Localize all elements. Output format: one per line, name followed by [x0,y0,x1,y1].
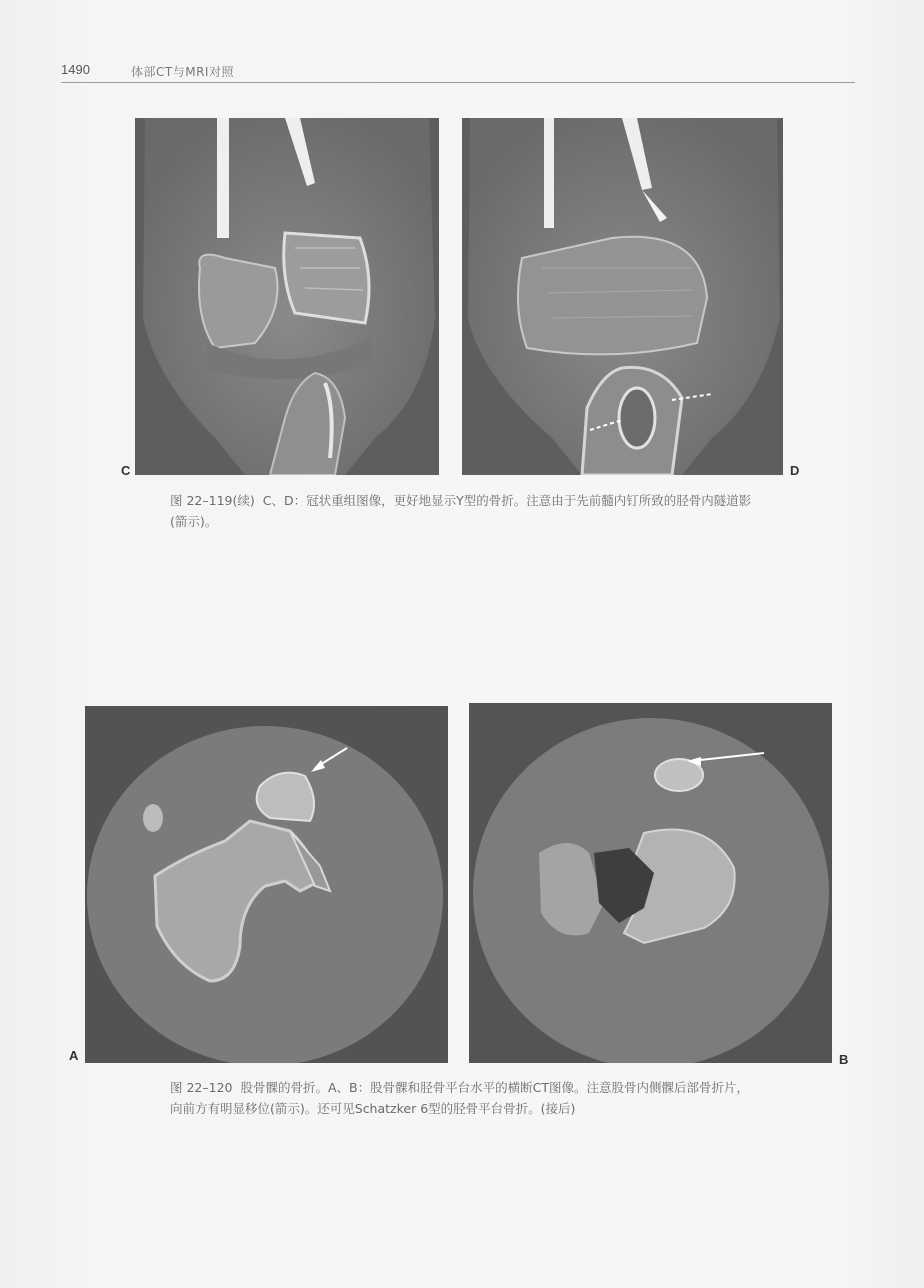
figure-119-caption-text: C、D：冠状重组图像，更好地显示Y型的骨折。注意由于先前髓内钉所致的胫骨内隧道影(箭示)。 [170,493,752,529]
coronal-ct-image-c [135,118,439,475]
panel-label-a: A [69,1048,79,1063]
figure-119-caption [170,490,755,532]
figure-120-number: 图 22–120 [170,1080,233,1095]
ct-image-panel-c [135,118,439,475]
axial-ct-image-a [85,706,448,1063]
header-divider [61,82,855,83]
panel-label-d: D [790,463,800,478]
ct-image-panel-a [85,706,448,1063]
panel-label-b: B [839,1052,849,1067]
panel-label-c: C [121,463,131,478]
ct-image-panel-d [462,118,783,475]
coronal-ct-image-d [462,118,783,475]
figure-120-caption [170,1077,760,1119]
figure-120-caption-text: 股骨髁的骨折。A、B：股骨髁和胫骨平台水平的横断CT图像。注意股骨内侧髁后部骨折片，向前方有明显移位(箭示)。还可见Schatzker 6型的胫骨平台骨折。(接后) [170,1080,749,1116]
page-number: 1490 [61,62,90,77]
figure-119-number: 图 22–119(续) [170,493,255,508]
running-title: 体部CT与MRI对照 [131,65,234,79]
ct-image-panel-b [469,703,832,1063]
axial-ct-image-b [469,703,832,1063]
page-header [61,62,855,82]
